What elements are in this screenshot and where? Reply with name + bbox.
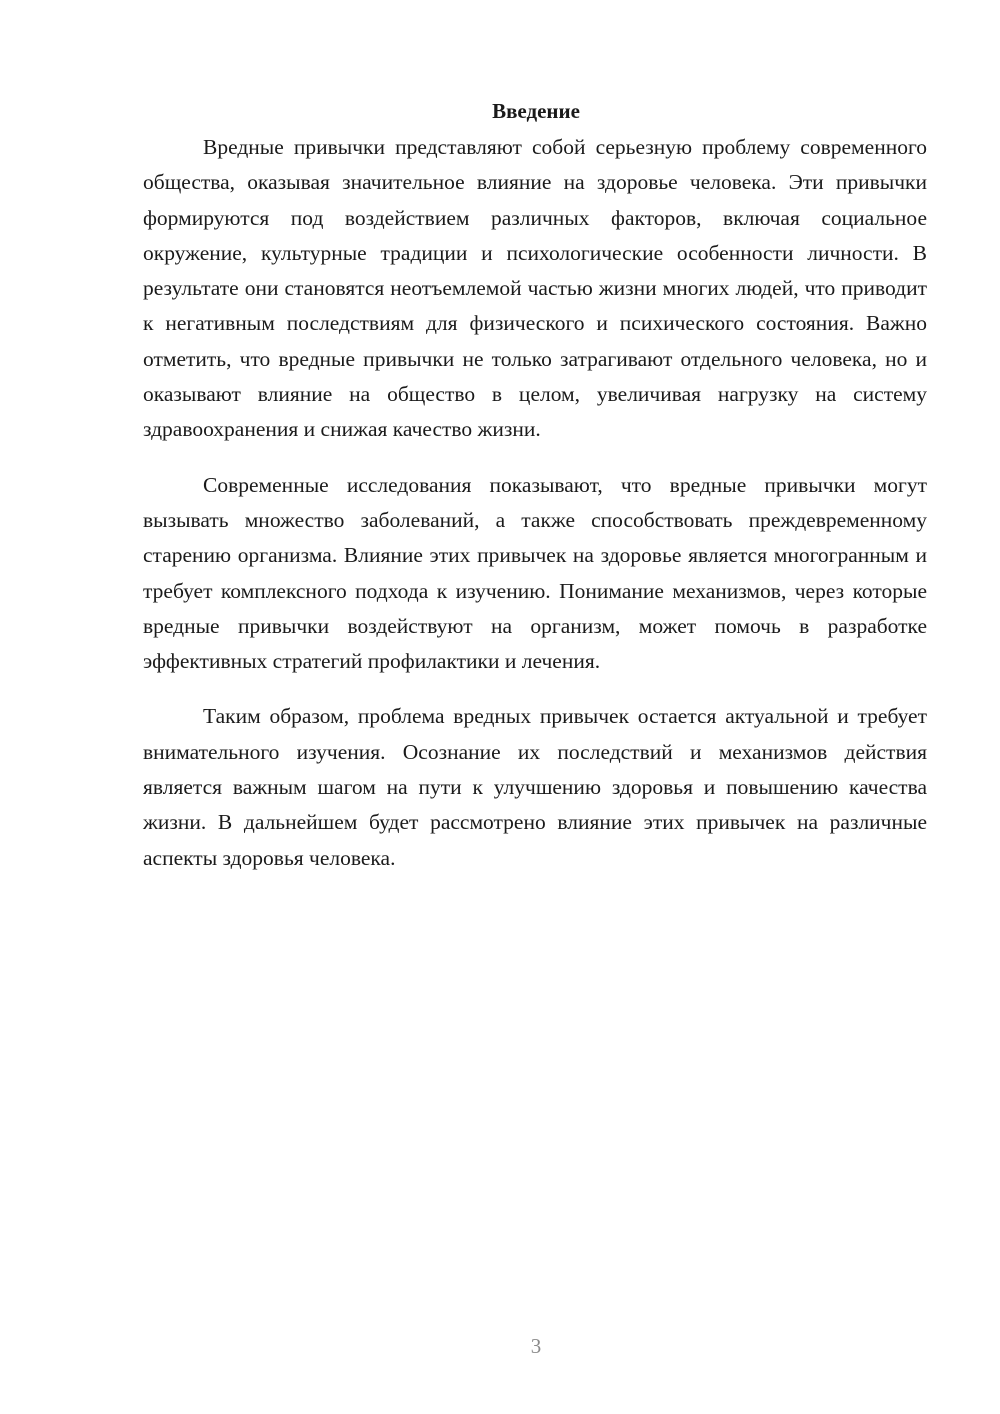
paragraph-2: Современные исследования показывают, что вредные привычки могут вызывать множество заболеваний, а также способствовать преждевременному старению организма. Влияние этих привычек на здоровье является многогранным и требует комплексного подхода к изучению. Понимание механизмов, через которые вредные привычки воздействуют на организм, может помочь в разработке эффективных стратегий профилактики и лечения. — [143, 472, 927, 674]
section-heading: Введение — [492, 99, 580, 123]
paragraph-3: Таким образом, проблема вредных привычек остается актуальной и требует внимательного изучения. Осознание их последствий и механизмов действия является важным шагом на пути к улучшению здоровья и повышению качества жизни. В дальнейшем будет рассмотрено влияние этих привычек на различные аспекты здоровья человека. — [143, 704, 927, 870]
page-number: 3 — [530, 1334, 542, 1358]
paragraph-1: Вредные привычки представляют собой серьезную проблему современного общества, оказывая значительное влияние на здоровье человека. Эти привычки формируются под воздействием различных факторов, включая социальное окружение, культурные традиции и психологические особенности личности. В результате они становятся неотъемлемой частью жизни многих людей, что приводит к негативным последствиям для физического и психического состояния. Важно отметить, что вредные привычки не только затрагивают отдельного человека, но и оказывают влияние на общество в целом, увеличивая нагрузку на систему здравоохранения и снижая качество жизни. — [143, 135, 927, 442]
page-content — [143, 96, 927, 896]
